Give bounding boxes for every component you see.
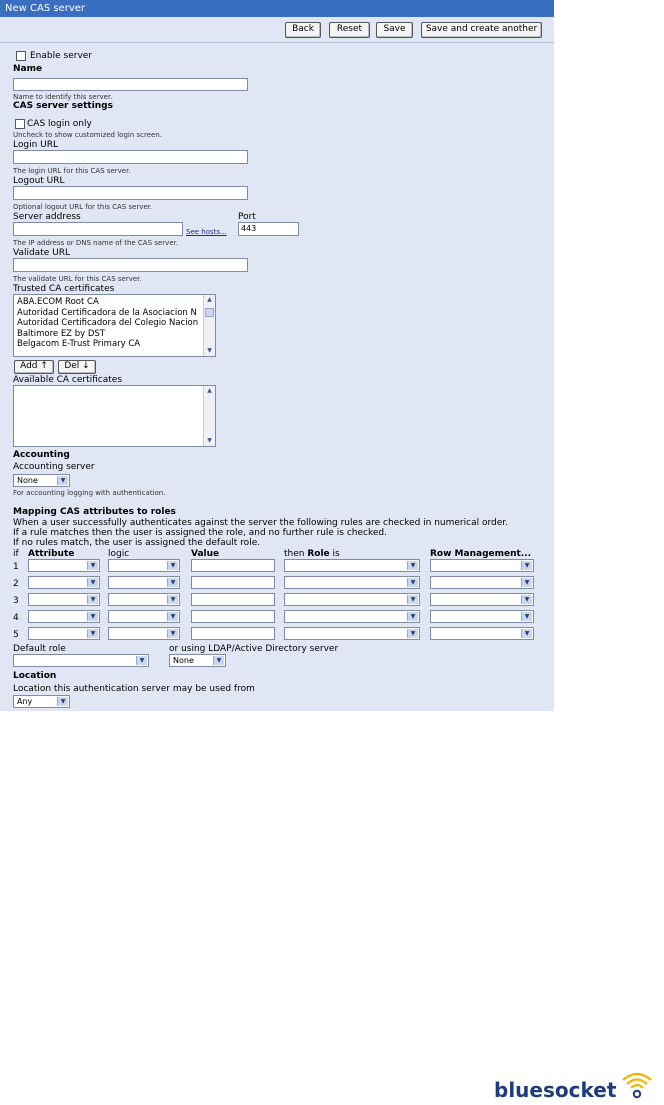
validate-url-hint: The validate URL for this CAS server. [13,275,142,283]
row-number: 1 [13,562,19,572]
row-management-select[interactable] [430,559,534,572]
default-role-select[interactable] [13,654,149,667]
save-and-create-another-button[interactable]: Save and create another [421,22,542,38]
role-select[interactable] [284,610,420,623]
chevron-down-icon: ▼ [407,612,418,621]
server-address-input[interactable] [13,222,183,236]
default-role-label: Default role [13,644,66,654]
mapping-description-3: If no rules match, the user is assigned the default role. [13,538,261,548]
scroll-down-icon[interactable]: ▼ [207,347,212,354]
column-then: then [284,549,305,559]
attribute-select[interactable] [28,627,100,640]
see-hosts-link[interactable]: See hosts... [186,228,227,236]
chevron-down-icon: ▼ [407,578,418,587]
logic-select[interactable] [108,593,180,606]
logic-select[interactable] [108,610,180,623]
row-number: 5 [13,630,19,640]
row-management-select[interactable] [430,610,534,623]
mapping-description-2: If a rule matches then the user is assigned the role, and no further rule is checked. [13,528,388,538]
column-is: is [332,549,340,559]
role-select[interactable] [284,593,420,606]
scroll-up-icon[interactable]: ▲ [207,387,212,394]
logo-text-part1: blue [494,1078,543,1102]
logout-url-hint: Optional logout URL for this CAS server. [13,203,153,211]
chevron-down-icon: ▼ [167,595,178,604]
reset-button[interactable]: Reset [329,22,370,38]
name-input[interactable] [13,78,248,91]
save-button[interactable]: Save [376,22,413,38]
accounting-hint: For accounting logging with authentication. [13,489,166,497]
window-title-bar [0,0,554,17]
list-item[interactable]: Autoridad Certificadora del Colegio Nacion [17,318,199,328]
available-ca-scrollbar[interactable] [203,386,215,446]
available-ca-listbox[interactable] [13,385,216,447]
trusted-ca-label: Trusted CA certificates [13,284,115,294]
chevron-down-icon: ▼ [521,595,532,604]
chevron-down-icon: ▼ [87,612,98,621]
column-attribute: Attribute [28,549,75,559]
window-title: New CAS server [5,3,85,14]
list-item[interactable]: Baltimore EZ by DST [17,328,105,339]
chevron-down-icon: ▼ [57,697,68,706]
list-item[interactable]: Belgacom E-Trust Primary CA [17,339,141,349]
validate-url-label: Validate URL [13,248,70,258]
chevron-down-icon: ▼ [213,656,224,665]
validate-url-input[interactable] [13,258,248,272]
role-select[interactable] [284,627,420,640]
logout-url-input[interactable] [13,186,248,200]
chevron-down-icon: ▼ [87,561,98,570]
chevron-down-icon: ▼ [521,629,532,638]
toolbar [0,17,554,43]
row-number: 2 [13,579,19,589]
chevron-down-icon: ▼ [57,476,68,485]
ldap-server-select[interactable] [169,654,226,667]
chevron-down-icon: ▼ [167,561,178,570]
port-label: Port [238,212,256,222]
chevron-down-icon: ▼ [87,595,98,604]
wifi-icon [620,1070,654,1100]
list-item[interactable]: Autoridad Certificadora de la Asociacion N [17,307,197,318]
chevron-down-icon: ▼ [407,561,418,570]
chevron-down-icon: ▼ [407,629,418,638]
value-input[interactable] [191,610,275,623]
chevron-down-icon: ▼ [87,578,98,587]
column-value: Value [191,549,220,559]
role-select[interactable] [284,576,420,589]
attribute-select[interactable] [28,610,100,623]
column-if: if [13,549,19,559]
ldap-server-label: or using LDAP/Active Directory server [169,644,339,654]
enable-server-checkbox[interactable] [16,51,26,61]
add-certificate-button[interactable]: Add ↑ [14,360,54,374]
login-url-hint: The login URL for this CAS server. [13,167,131,175]
back-button[interactable]: Back [285,22,321,38]
column-row-management: Row Management... [430,549,532,559]
location-value: Any [17,697,33,706]
mapping-heading: Mapping CAS attributes to roles [13,507,176,517]
chevron-down-icon: ▼ [407,595,418,604]
row-management-select[interactable] [430,576,534,589]
scroll-down-icon[interactable]: ▼ [207,437,212,444]
row-number: 3 [13,596,19,606]
role-select[interactable] [284,559,420,572]
row-management-select[interactable] [430,593,534,606]
row-management-select[interactable] [430,627,534,640]
server-address-hint: The IP address or DNS name of the CAS server. [13,239,179,247]
scroll-up-icon[interactable]: ▲ [207,296,212,303]
value-input[interactable] [191,576,275,589]
cas-login-only-label: CAS login only [27,119,92,129]
chevron-down-icon: ▼ [136,656,147,665]
enable-server-label: Enable server [30,51,93,61]
value-input[interactable] [191,627,275,640]
accounting-server-select[interactable] [13,474,70,487]
ldap-server-value: None [173,656,194,665]
location-hint: Location this authentication server may be used from [13,684,255,694]
port-input[interactable]: 443 [238,222,299,236]
available-ca-label: Available CA certificates [13,375,123,385]
list-item[interactable]: ABA.ECOM Root CA [17,297,99,307]
attribute-select[interactable] [28,576,100,589]
value-input[interactable] [191,559,275,572]
location-heading: Location [13,671,57,681]
chevron-down-icon: ▼ [167,612,178,621]
chevron-down-icon: ▼ [521,612,532,621]
cas-login-only-hint: Uncheck to show customized login screen. [13,131,162,139]
logout-url-label: Logout URL [13,176,65,186]
attribute-select[interactable] [28,559,100,572]
logic-select[interactable] [108,627,180,640]
trusted-ca-scrollbar[interactable] [203,295,215,356]
chevron-down-icon: ▼ [87,629,98,638]
login-url-input[interactable] [13,150,248,164]
logo-text-part2: socket [542,1078,617,1102]
column-logic: logic [108,549,130,559]
trusted-ca-listbox[interactable] [13,294,216,357]
chevron-down-icon: ▼ [521,561,532,570]
location-select[interactable] [13,695,70,708]
chevron-down-icon: ▼ [167,629,178,638]
attribute-select[interactable] [28,593,100,606]
name-heading: Name [13,64,43,74]
scroll-thumb[interactable] [205,308,214,317]
delete-certificate-button[interactable]: Del ↓ [58,360,96,374]
mapping-description-1: When a user successfully authenticates against the server the following rules are checked in numerical order. [13,518,508,528]
accounting-heading: Accounting [13,450,70,460]
value-input[interactable] [191,593,275,606]
logic-select[interactable] [108,576,180,589]
row-number: 4 [13,613,19,623]
accounting-server-label: Accounting server [13,462,95,472]
logic-select[interactable] [108,559,180,572]
column-role: Role [307,549,330,559]
bluesocket-logo [494,1078,616,1102]
cas-login-only-checkbox[interactable] [15,119,25,129]
name-hint: Name to identify this server. [13,93,113,101]
chevron-down-icon: ▼ [521,578,532,587]
chevron-down-icon: ▼ [167,578,178,587]
login-url-label: Login URL [13,140,58,150]
accounting-server-value: None [17,476,38,485]
cas-settings-heading: CAS server settings [13,101,113,111]
server-address-label: Server address [13,212,81,222]
